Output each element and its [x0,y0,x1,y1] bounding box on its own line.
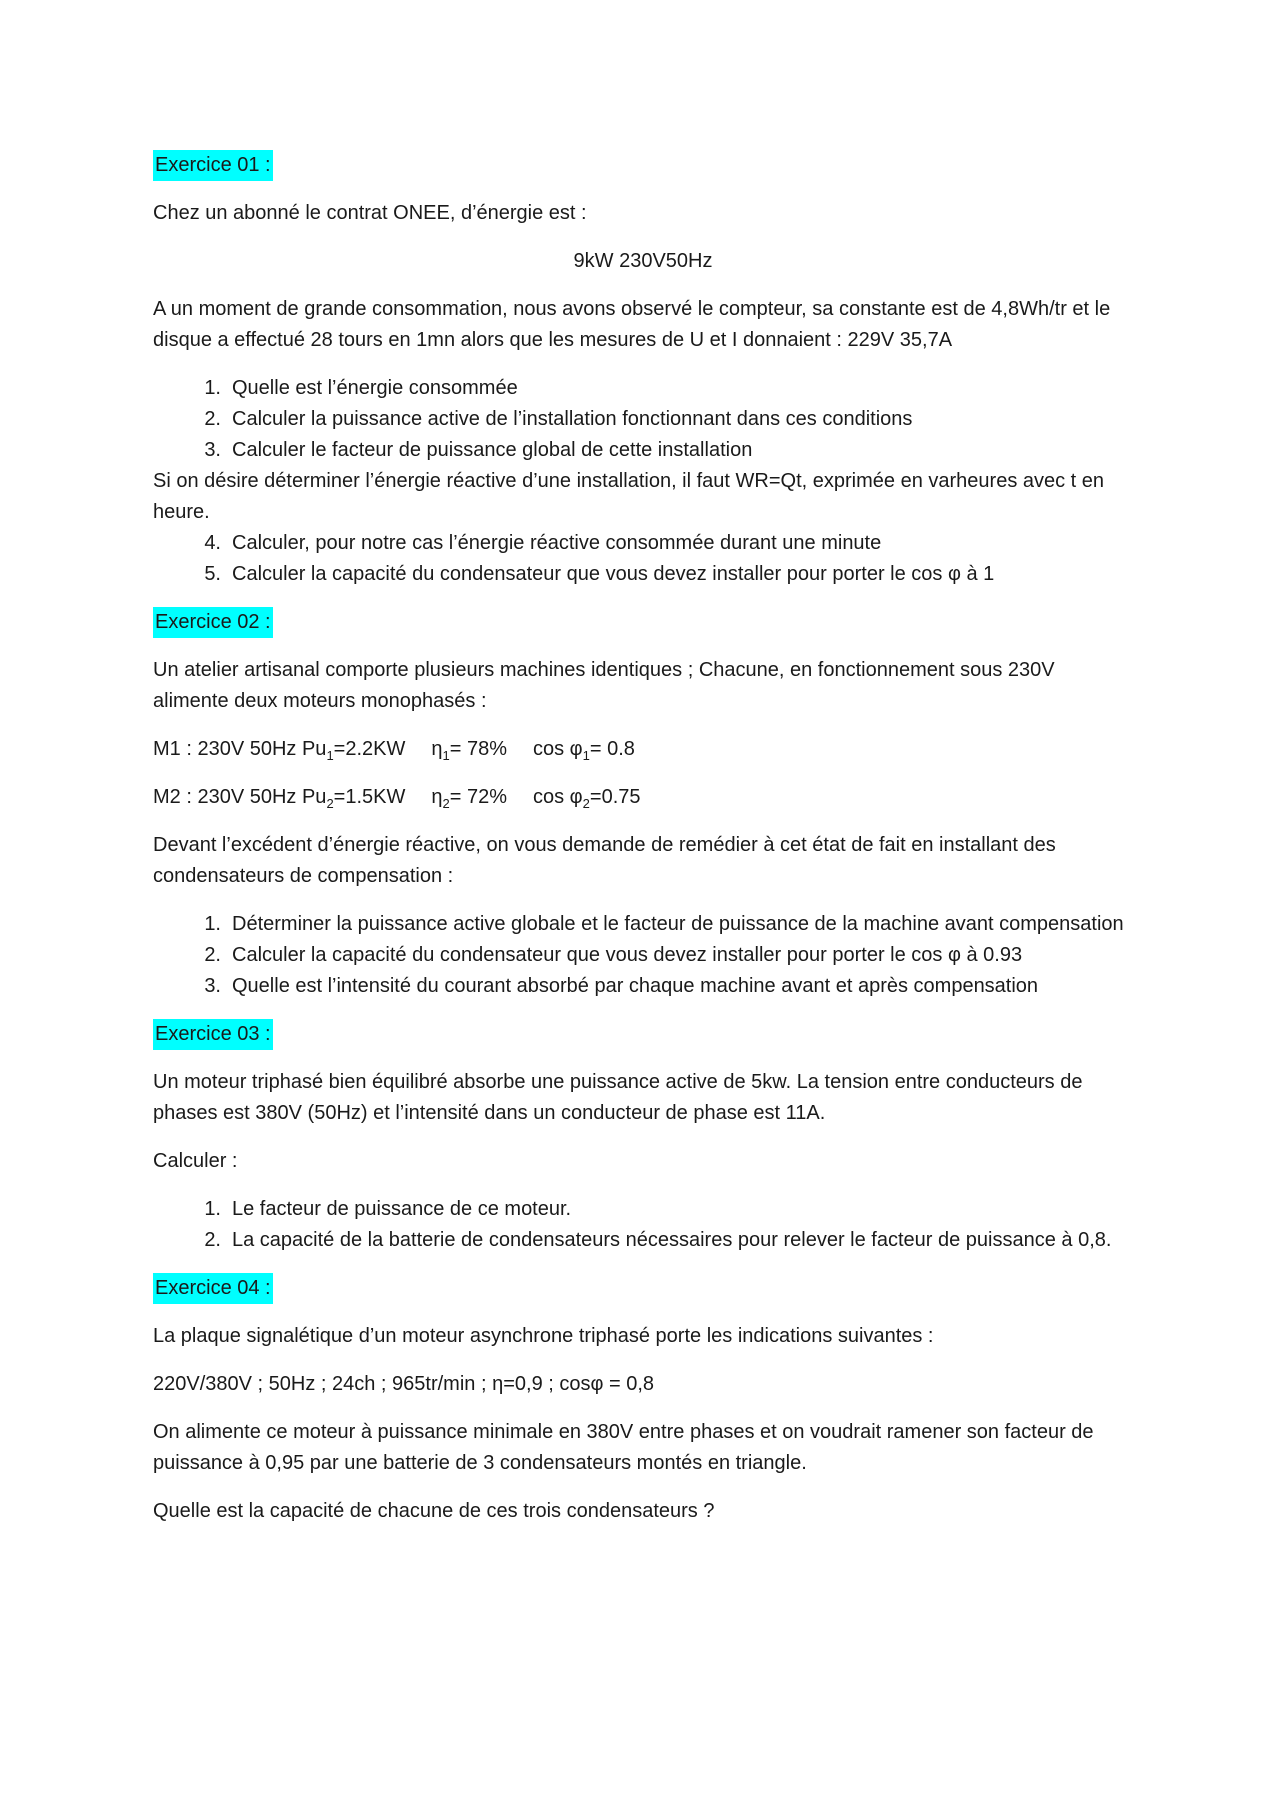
list-item: 1. Quelle est l’énergie consommée [204,377,518,399]
ex3-question-list [153,1194,1133,1256]
ex1-question-list-b [153,528,1133,590]
list-item: 1. Le facteur de puissance de ce moteur. [204,1198,572,1220]
list-item: 3. Calculer le facteur de puissance global de cette installation [204,439,753,461]
ex3-calc: Calculer : [153,1150,238,1172]
exercise-3-heading: Exercice 03 : [153,1019,1133,1050]
list-item: 4. Calculer, pour notre cas l’énergie réactive consommée durant une minute [204,532,882,554]
list-item: 1. Déterminer la puissance active globale et le facteur de puissance de la machine avant compensation [204,913,1124,935]
ex2-text2: Devant l’excédent d’énergie réactive, on vous demande de remédier à cet état de fait en installant des condensateurs de compensation : [153,834,1056,887]
ex1-intro: Chez un abonné le contrat ONEE, d’énergie est : [153,202,587,224]
ex1-note: Si on désire déterminer l’énergie réactive d’une installation, il faut WR=Qt, exprimée en varheures avec t en heure. [153,470,1105,523]
motor-m1-spec: M1 : 230V 50Hz $Pu_1=2.2KW$ $\eta_1= 78\%$ $\cos \varphi_1= 0.8$ [153,738,635,763]
list-item: 5. Calculer la capacité du condensateur que vous devez installer pour porter le cos φ à 1 [204,563,995,585]
list-item: 2. Calculer la puissance active de l’installation fonctionnant dans ces conditions [204,408,913,430]
ex2-text: Un atelier artisanal comporte plusieurs machines identiques ; Chacune, en fonctionnement sous 230V alimente deux moteurs monophasés : [153,659,1055,712]
ex1-text: A un moment de grande consommation, nous avons observé le compteur, sa constante est de 4,8Wh/tr et le disque a effectué 28 tours en 1mn alors que les mesures de U et I donnaient : 229V 35,7A [153,298,1111,351]
exercise-4-heading: Exercice 04 : [153,1273,1133,1304]
ex4-text: La plaque signalétique d’un moteur asynchrone triphasé porte les indications suivantes : [153,1325,934,1347]
ex1-question-list-a [153,373,1133,466]
ex4-specs: 220V/380V ; 50Hz ; 24ch ; 965tr/min ; η=0,9 ; cosφ = 0,8 [153,1373,655,1395]
exercise-2-heading: Exercice 02 : [153,607,1133,638]
list-item: 3. Quelle est l’intensité du courant absorbé par chaque machine avant et après compensation [204,975,1039,997]
exercise-1-heading: Exercice 01 : [153,150,1133,181]
ex4-question: Quelle est la capacité de chacune de ces trois condensateurs ? [153,1500,715,1522]
motor-m2-spec: M2 : 230V 50Hz $Pu_2=1.5KW$ $\eta_2= 72\%$ $\cos \varphi_2=0.75$ [153,786,641,811]
list-item: 2. La capacité de la batterie de condensateurs nécessaires pour relever le facteur de puissance à 0,8. [204,1229,1112,1251]
document-page [153,150,1133,1544]
list-item: 2. Calculer la capacité du condensateur que vous devez installer pour porter le cos φ à 0.93 [204,944,1023,966]
ex1-contract: 9kW 230V50Hz [573,250,713,272]
ex2-question-list [153,909,1133,1002]
ex4-text2: On alimente ce moteur à puissance minimale en 380V entre phases et on voudrait ramener son facteur de puissance à 0,95 par une batterie de 3 condensateurs montés en triangle. [153,1421,1094,1474]
ex3-text: Un moteur triphasé bien équilibré absorbe une puissance active de 5kw. La tension entre conducteurs de phases est 380V (50Hz) et l’intensité dans un conducteur de phase est 11A. [153,1071,1083,1124]
